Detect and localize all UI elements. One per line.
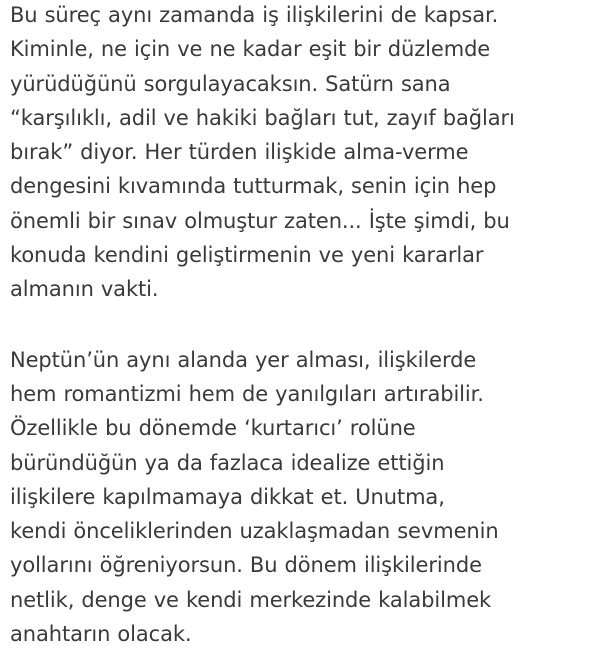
- text-line: dengesini kıvamında tutturmak, senin için hep: [10, 174, 497, 199]
- paragraph-neptune: [10, 343, 594, 652]
- text-line: “karşılıklı, adil ve hakiki bağları tut, zayıf bağları: [10, 105, 515, 130]
- text-line: Kiminle, ne için ve ne kadar eşit bir düzlemde: [10, 37, 491, 62]
- text-line: netlik, denge ve kendi merkezinde kalabilmek: [10, 587, 492, 612]
- text-line: konuda kendini geliştirmenin ve yeni kararlar: [10, 243, 484, 268]
- text-line: yollarını öğreniyorsun. Bu dönem ilişkilerinde: [10, 553, 482, 578]
- text-line: kendi önceliklerinden uzaklaşmadan sevmenin: [10, 519, 499, 544]
- text-line: Neptün’ün aynı alanda yer alması, ilişkilerde: [10, 347, 477, 372]
- text-line: almanın vakti.: [10, 277, 159, 302]
- text-line: büründüğün ya da fazlaca idealize ettiğin: [10, 450, 445, 475]
- text-line: hem romantizmi hem de yanılgıları artırabilir.: [10, 381, 484, 406]
- text-line: bırak” diyor. Her türden ilişkide alma-verme: [10, 140, 469, 165]
- text-line: ilişkilere kapılmamaya dikkat et. Unutma,: [10, 484, 445, 509]
- text-line: önemli bir sınav olmuştur zaten... İşte şimdi, bu: [10, 208, 510, 233]
- paragraph-saturn: [10, 0, 594, 307]
- text-line: anahtarın olacak.: [10, 622, 192, 647]
- text-line: Özellikle bu dönemde ‘kurtarıcı’ rolüne: [10, 416, 416, 441]
- text-line: Bu süreç aynı zamanda iş ilişkilerini de kapsar.: [10, 3, 499, 27]
- text-line: yürüdüğünü sorgulayacaksın. Satürn sana: [10, 71, 451, 96]
